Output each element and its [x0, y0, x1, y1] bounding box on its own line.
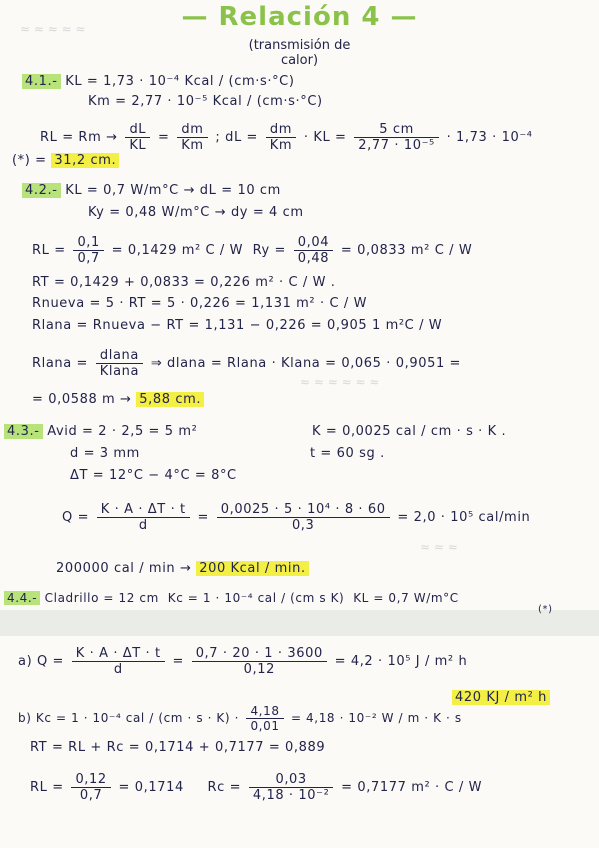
- problem-4-3-k: K = 0,0025 cal / cm · s · K .: [312, 424, 507, 439]
- numerator: 0,03: [249, 772, 334, 788]
- numerator: dm: [266, 122, 296, 138]
- denominator: 0,3: [291, 518, 315, 533]
- problem-label: 4.2.-: [22, 183, 61, 198]
- problem-4-4-rt: RT = RL + Rc = 0,1714 + 0,7177 = 0,889: [30, 740, 326, 755]
- problem-4-3-line-1: 4.3.- Avid = 2 · 2,5 = 5 m²: [4, 424, 197, 439]
- numerator: 0,7 · 20 · 1 · 3600: [192, 646, 327, 662]
- fraction: [177, 122, 207, 153]
- denominator: Km: [269, 138, 293, 153]
- numerator: K · A · ΔT · t: [72, 646, 165, 662]
- page-title: — Relación 4 —: [181, 2, 418, 32]
- problem-4-2-rnueva: Rnueva = 5 · RT = 5 · 0,226 = 1,131 m² · C / W: [32, 296, 368, 311]
- fraction: [96, 348, 143, 379]
- problem-4-2-line-1: 4.2.- KL = 0,7 W/m°C → dL = 10 cm: [22, 183, 281, 198]
- denominator: KL: [129, 138, 147, 153]
- denominator: 0,7: [79, 788, 103, 803]
- fraction: [294, 235, 333, 266]
- problem-4-3-line-3: ΔT = 12°C − 4°C = 8°C: [70, 468, 237, 483]
- denominator: 4,18 · 10⁻²: [252, 788, 330, 803]
- scan-band: [0, 610, 599, 636]
- problem-label: 4.1.-: [22, 74, 61, 89]
- denominator: 0,48: [297, 251, 330, 266]
- bleed-through-marks-2: ≈ ≈ ≈ ≈ ≈ ≈: [300, 375, 380, 389]
- problem-4-3-q: Q = $\frac{K \cdot A \cdot \Delta T \cdot t}{d}$ = $\frac{\text{0,0025 · 5 · 10⁴ · 8 · 60}}{0,3}$ = 2,0 · 10⁵ cal/min: [62, 502, 531, 533]
- numerator: 0,04: [294, 235, 333, 251]
- fraction: [217, 502, 390, 533]
- denominator: Km: [181, 138, 204, 153]
- problem-4-1-line-2: Km = 2,77 · 10⁻⁵ Kcal / (cm·s·°C): [88, 94, 323, 109]
- fraction: [249, 772, 334, 803]
- problem-4-4-a-result: [452, 690, 550, 705]
- fraction: [71, 772, 110, 803]
- problem-4-2-line-2: Ky = 0,48 W/m°C → dy = 4 cm: [88, 205, 304, 220]
- problem-4-2-result: = 0,0588 m → 5,88 cm.: [32, 392, 204, 407]
- fraction: [73, 235, 103, 266]
- problem-4-2-resistances: RL = $\frac{0,1}{0,7}$ = 0,1429 m² C / W Ry = $\frac{0,04}{0,48}$ = 0,0833 m² C / W: [32, 235, 473, 266]
- fraction: [354, 122, 439, 153]
- problem-4-3-line-2: d = 3 mm: [70, 446, 140, 461]
- numerator: 4,18: [246, 704, 283, 719]
- numerator: dm: [177, 122, 207, 138]
- problem-4-2-rt: RT = 0,1429 + 0,0833 = 0,226 m² · C / W .: [32, 275, 336, 290]
- bleed-through-marks: ≈ ≈ ≈ ≈ ≈: [20, 22, 86, 36]
- problem-4-1-equation: RL = Rm → $\frac{dL}{KL}$ = $\frac{dm}{Km}$ ; dL = $\frac{dm}{Km}$ · KL = $\frac{5 cm}{\text{2,77 · 10⁻⁵}}$ · 1,73 · 10⁻⁴: [40, 122, 533, 153]
- highlighted-result: 5,88 cm.: [136, 392, 204, 407]
- problem-4-3-t: t = 60 sg .: [310, 446, 385, 461]
- highlighted-result: 420 KJ / m² h: [452, 690, 550, 705]
- problem-4-1-result: (*) = 31,2 cm.: [12, 153, 119, 168]
- denominator: 0,01: [250, 719, 280, 733]
- fraction: [97, 502, 190, 533]
- denominator: d: [138, 518, 148, 533]
- highlighted-result: 200 Kcal / min.: [196, 561, 309, 576]
- denominator: 0,12: [243, 662, 275, 677]
- denominator: d: [113, 662, 123, 677]
- problem-4-2-dlana: Rlana = $\frac{\text{dlana}}{\text{Klana}}$ ⇒ dlana = Rlana · Klana = 0,065 · 0,9051 =: [32, 348, 462, 379]
- fraction: [246, 704, 283, 733]
- numerator: dlana: [96, 348, 143, 364]
- fraction: [125, 122, 150, 153]
- numerator: 0,12: [71, 772, 110, 788]
- numerator: 0,1: [73, 235, 103, 251]
- problem-label: 4.3.-: [4, 424, 43, 439]
- numerator: 5 cm: [354, 122, 439, 138]
- fraction: [266, 122, 296, 153]
- fraction: [192, 646, 327, 677]
- bleed-through-marks-3: ≈ ≈ ≈: [420, 540, 458, 554]
- denominator: 2,77 · 10⁻⁵: [358, 138, 435, 153]
- highlighted-result: 31,2 cm.: [51, 153, 119, 168]
- problem-4-4-line-1: 4.4.- Cladrillo = 12 cm Kc = 1 · 10⁻⁴ cal / (cm s K) KL = 0,7 W/m°C: [4, 591, 459, 605]
- denominator: Klana: [99, 364, 140, 379]
- problem-4-1-line-1: 4.1.- KL = 1,73 · 10⁻⁴ Kcal / (cm·s·°C): [22, 74, 295, 89]
- denominator: 0,7: [77, 251, 100, 266]
- fraction: [72, 646, 165, 677]
- numerator: K · A · ΔT · t: [97, 502, 190, 518]
- problem-4-4-b: b) Kc = 1 · 10⁻⁴ cal / (cm · s · K) · $\frac{4,18}{0,01}$ = 4,18 · 10⁻² W / m · K · s: [18, 704, 462, 733]
- problem-4-4-rl-rc: RL = $\frac{0,12}{0,7}$ = 0,1714 Rc = $\frac{0,03}{\text{4,18 · 10⁻²}}$ = 0,7177 m² · C / W: [30, 772, 483, 803]
- problem-label: 4.4.-: [4, 591, 40, 605]
- numerator: dL: [125, 122, 150, 138]
- numerator: 0,0025 · 5 · 10⁴ · 8 · 60: [217, 502, 390, 518]
- problem-4-4-a: a) Q = $\frac{K \cdot A \cdot \Delta T \cdot t}{d}$ = $\frac{0,7 \cdot 20 \cdot 1 \cdot 3600}{0,12}$ = 4,2 · 10⁵ J / m² h: [18, 646, 468, 677]
- problem-4-3-result: 200000 cal / min → 200 Kcal / min.: [56, 561, 309, 576]
- page-subtitle: (transmisión de calor): [248, 38, 351, 68]
- problem-4-2-rlana: Rlana = Rnueva − RT = 1,131 − 0,226 = 0,905 1 m²C / W: [32, 318, 443, 333]
- problem-4-4-star: (*): [538, 604, 553, 615]
